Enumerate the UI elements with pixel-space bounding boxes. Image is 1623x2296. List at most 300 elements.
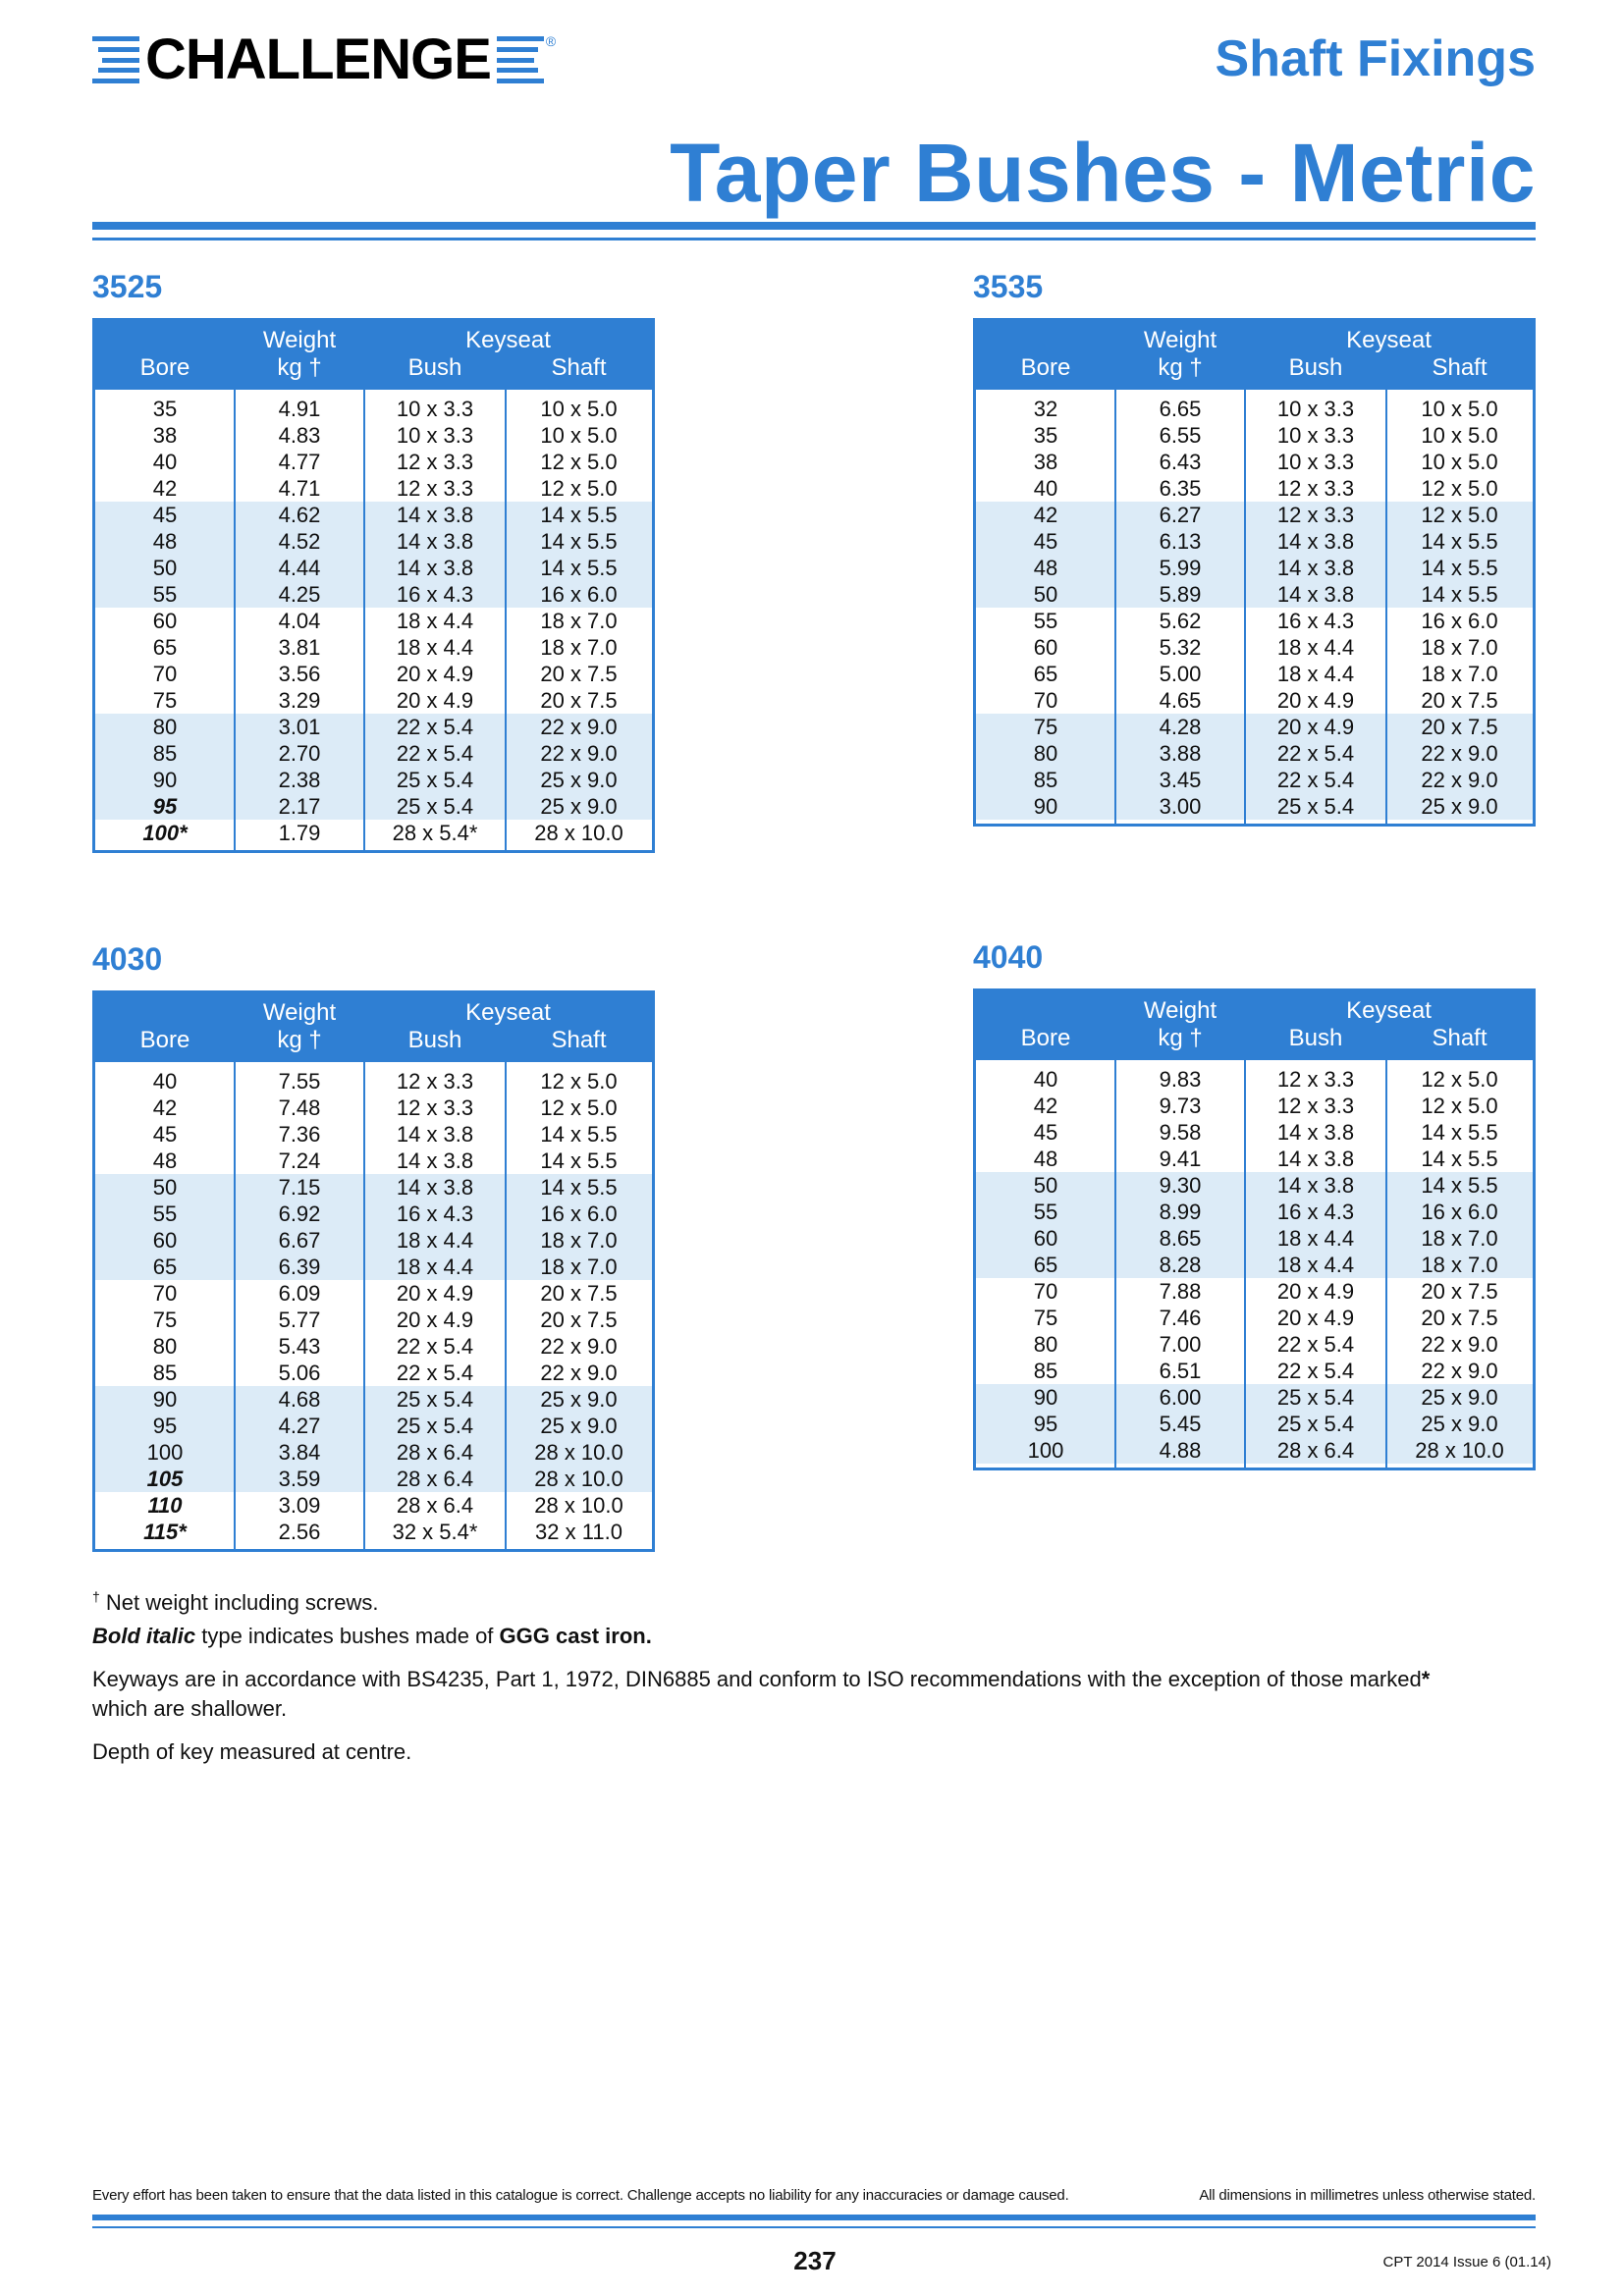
cell-bush: 16 x 4.3 — [396, 1201, 474, 1226]
cell-bore: 42 — [152, 1095, 178, 1120]
cell-bush: 22 x 5.4 — [1276, 1359, 1355, 1383]
cell-shaft: 16 x 6.0 — [1421, 609, 1498, 633]
header-bush: Bush — [1288, 1025, 1343, 1051]
table-row — [95, 1439, 652, 1466]
cell-shaft: 28 x 10.0 — [534, 1467, 623, 1491]
header-keyseat: Keyseat — [465, 327, 551, 353]
cell-bore: 80 — [1033, 1332, 1058, 1357]
cell-bush: 20 x 4.9 — [396, 1281, 474, 1306]
cell-weight: 5.00 — [1159, 662, 1202, 686]
cell-weight: 4.27 — [278, 1414, 321, 1438]
logo-stripes-left-icon — [92, 36, 139, 83]
cell-bush: 20 x 4.9 — [396, 662, 474, 686]
cell-shaft: 14 x 5.5 — [1421, 1120, 1498, 1145]
cell-bore: 38 — [1033, 450, 1058, 474]
cell-bore: 105 — [146, 1467, 184, 1491]
cell-bore: 115* — [143, 1520, 187, 1544]
cell-weight: 3.56 — [278, 662, 321, 686]
table-row — [976, 475, 1533, 502]
cell-bush: 20 x 4.9 — [1276, 1279, 1355, 1304]
table-row — [976, 661, 1533, 687]
header-weight: Weight — [1143, 327, 1217, 353]
cell-bore: 60 — [1033, 635, 1058, 660]
table-row — [95, 1413, 652, 1439]
cell-bush: 12 x 3.3 — [1276, 476, 1355, 501]
header-bush: Bush — [1288, 354, 1343, 381]
cell-bush: 32 x 5.4* — [392, 1520, 478, 1544]
cell-weight: 3.29 — [278, 688, 321, 713]
cell-shaft: 32 x 11.0 — [535, 1520, 622, 1544]
cell-shaft: 12 x 5.0 — [1421, 476, 1498, 501]
table-row — [976, 449, 1533, 475]
cell-weight: 4.44 — [278, 556, 321, 580]
table-heading: 3535 — [973, 269, 1044, 304]
table-row — [976, 1146, 1533, 1172]
cell-bush: 12 x 3.3 — [396, 476, 474, 501]
table-row — [95, 1201, 652, 1227]
cell-bore: 35 — [152, 397, 178, 421]
cell-bore: 65 — [152, 635, 178, 660]
cell-bush: 18 x 4.4 — [396, 1255, 474, 1279]
cell-shaft: 16 x 6.0 — [540, 582, 618, 607]
cell-bush: 18 x 4.4 — [1276, 635, 1355, 660]
cell-shaft: 28 x 10.0 — [1415, 1438, 1504, 1463]
cell-bush: 25 x 5.4 — [1276, 1412, 1355, 1436]
cell-bush: 28 x 6.4 — [396, 1493, 474, 1518]
cell-bush: 14 x 3.8 — [396, 556, 474, 580]
cell-bore: 95 — [1033, 1412, 1058, 1436]
cell-shaft: 14 x 5.5 — [540, 1122, 618, 1147]
cell-weight: 3.00 — [1159, 794, 1202, 819]
header-shaft: Shaft — [1432, 354, 1488, 381]
cell-bore: 70 — [1033, 1279, 1058, 1304]
cell-shaft: 12 x 5.0 — [540, 476, 618, 501]
table-row — [976, 1305, 1533, 1331]
footer-rule-thick — [92, 2215, 1536, 2220]
cell-bush: 14 x 3.8 — [396, 1175, 474, 1200]
cell-bush: 12 x 3.3 — [396, 1069, 474, 1094]
cell-bush: 25 x 5.4 — [396, 1387, 474, 1412]
header-kg: kg † — [1158, 354, 1203, 381]
cell-weight: 5.43 — [278, 1334, 321, 1359]
header-weight: Weight — [262, 999, 337, 1026]
cell-weight: 9.83 — [1159, 1067, 1202, 1092]
notes — [92, 1588, 1545, 1781]
column-divider — [363, 1062, 365, 1549]
cell-weight: 5.62 — [1159, 609, 1202, 633]
cell-bush: 14 x 3.8 — [396, 1148, 474, 1173]
table-row — [976, 1199, 1533, 1225]
table-row — [95, 1121, 652, 1148]
header-keyseat: Keyseat — [465, 999, 551, 1026]
cell-bush: 14 x 3.8 — [396, 1122, 474, 1147]
table-row — [976, 793, 1533, 820]
cell-shaft: 25 x 9.0 — [540, 1387, 618, 1412]
cell-bush: 14 x 3.8 — [1276, 582, 1355, 607]
cell-weight: 6.43 — [1159, 450, 1202, 474]
cell-weight: 6.39 — [278, 1255, 321, 1279]
cell-weight: 4.71 — [278, 476, 321, 501]
table-body — [95, 1062, 652, 1549]
table-row — [95, 581, 652, 608]
table-row — [95, 820, 652, 846]
cell-weight: 5.32 — [1159, 635, 1202, 660]
table-row — [976, 502, 1533, 528]
footer-rule-thin — [92, 2226, 1536, 2228]
cell-weight: 4.52 — [278, 529, 321, 554]
cell-shaft: 28 x 10.0 — [534, 1440, 623, 1465]
header-shaft: Shaft — [1432, 1025, 1488, 1051]
cell-bore: 100* — [142, 821, 188, 845]
cell-bush: 28 x 5.4* — [392, 821, 478, 845]
header-keyseat: Keyseat — [1346, 327, 1432, 353]
cell-shaft: 12 x 5.0 — [1421, 1067, 1498, 1092]
cell-bore: 42 — [1033, 503, 1058, 527]
cell-weight: 9.41 — [1159, 1147, 1202, 1171]
cell-weight: 6.35 — [1159, 476, 1202, 501]
cell-shaft: 25 x 9.0 — [1421, 1385, 1498, 1410]
cell-bore: 60 — [152, 609, 178, 633]
cell-weight: 4.65 — [1159, 688, 1202, 713]
cell-bore: 40 — [152, 1069, 178, 1094]
cell-shaft: 16 x 6.0 — [1421, 1200, 1498, 1224]
table-row — [976, 422, 1533, 449]
header-bush: Bush — [407, 354, 462, 381]
cell-weight: 6.67 — [278, 1228, 321, 1253]
cell-weight: 6.51 — [1159, 1359, 1202, 1383]
cell-weight: 5.06 — [278, 1361, 321, 1385]
table-block-3525 — [92, 267, 655, 853]
cell-bush: 18 x 4.4 — [1276, 662, 1355, 686]
cell-bore: 85 — [1033, 1359, 1058, 1383]
cell-bush: 12 x 3.3 — [1276, 1067, 1355, 1092]
cell-bore: 85 — [152, 1361, 178, 1385]
dagger-mark: † — [92, 1588, 100, 1605]
cell-shaft: 20 x 7.5 — [1421, 715, 1498, 739]
cell-bush: 18 x 4.4 — [396, 609, 474, 633]
cell-weight: 7.36 — [278, 1122, 321, 1147]
cell-shaft: 14 x 5.5 — [1421, 1173, 1498, 1198]
cell-bore: 35 — [1033, 423, 1058, 448]
cell-shaft: 28 x 10.0 — [534, 821, 623, 845]
cell-bush: 10 x 3.3 — [1276, 450, 1355, 474]
cell-bore: 85 — [152, 741, 178, 766]
cell-weight: 4.28 — [1159, 715, 1202, 739]
disclaimer-text: Every effort has been taken to ensure that the data listed in this catalogue is correct. Challenge accepts no liability for any inaccuracies or damage caused. — [92, 2187, 1069, 2204]
cell-bush: 20 x 4.9 — [396, 1308, 474, 1332]
cell-shaft: 12 x 5.0 — [1421, 503, 1498, 527]
note-keyways-star: * — [1421, 1667, 1431, 1691]
table-row — [95, 449, 652, 475]
cell-shaft: 25 x 9.0 — [540, 794, 618, 819]
cell-bore: 40 — [152, 450, 178, 474]
table-row — [976, 740, 1533, 767]
cell-weight: 3.45 — [1159, 768, 1202, 792]
cell-shaft: 18 x 7.0 — [540, 609, 618, 633]
cell-bush: 25 x 5.4 — [1276, 794, 1355, 819]
cell-shaft: 18 x 7.0 — [1421, 635, 1498, 660]
cell-bush: 14 x 3.8 — [396, 503, 474, 527]
note-depth: Depth of key measured at centre. — [92, 1739, 412, 1764]
cell-shaft: 10 x 5.0 — [1421, 450, 1498, 474]
table-heading: 4030 — [92, 941, 163, 977]
header-bore: Bore — [1020, 1025, 1071, 1051]
cell-bore: 90 — [1033, 1385, 1058, 1410]
page-title: Taper Bushes - Metric — [670, 127, 1536, 219]
cell-shaft: 14 x 5.5 — [1421, 529, 1498, 554]
table-row — [95, 396, 652, 422]
logo-stripes-right-icon — [497, 36, 544, 83]
cell-weight: 4.68 — [278, 1387, 321, 1412]
table-row — [95, 1386, 652, 1413]
table-row — [95, 1068, 652, 1095]
cell-shaft: 28 x 10.0 — [534, 1493, 623, 1518]
table-row — [976, 1411, 1533, 1437]
cell-bore: 32 — [1033, 397, 1058, 421]
cell-bush: 14 x 3.8 — [1276, 1147, 1355, 1171]
table-heading: 4040 — [973, 939, 1044, 975]
cell-weight: 8.65 — [1159, 1226, 1202, 1251]
cell-bush: 14 x 3.8 — [396, 529, 474, 554]
cell-bush: 14 x 3.8 — [1276, 1120, 1355, 1145]
cell-bush: 10 x 3.3 — [396, 423, 474, 448]
table-row — [976, 767, 1533, 793]
cell-shaft: 14 x 5.5 — [540, 1148, 618, 1173]
cell-weight: 6.92 — [278, 1201, 321, 1226]
cell-weight: 3.59 — [278, 1467, 321, 1491]
header-weight: Weight — [262, 327, 337, 353]
table-body — [976, 1060, 1533, 1468]
cell-bore: 50 — [1033, 582, 1058, 607]
cell-weight: 6.09 — [278, 1281, 321, 1306]
table-row — [976, 581, 1533, 608]
cell-shaft: 22 x 9.0 — [1421, 1359, 1498, 1383]
cell-weight: 5.89 — [1159, 582, 1202, 607]
logo-text: CHALLENGE — [145, 27, 491, 91]
cell-weight: 6.00 — [1159, 1385, 1202, 1410]
table-row — [976, 1093, 1533, 1119]
column-divider — [1385, 1060, 1387, 1468]
table-row — [95, 1466, 652, 1492]
cell-bore: 80 — [152, 715, 178, 739]
cell-bore: 75 — [152, 1308, 178, 1332]
cell-shaft: 22 x 9.0 — [540, 741, 618, 766]
cell-weight: 5.99 — [1159, 556, 1202, 580]
cell-bore: 90 — [1033, 794, 1058, 819]
cell-bush: 22 x 5.4 — [396, 1334, 474, 1359]
column-divider — [505, 390, 507, 850]
table-row — [95, 634, 652, 661]
cell-shaft: 14 x 5.5 — [1421, 582, 1498, 607]
table-row — [95, 528, 652, 555]
table-row — [95, 767, 652, 793]
cell-shaft: 10 x 5.0 — [540, 423, 618, 448]
cell-shaft: 10 x 5.0 — [1421, 397, 1498, 421]
cell-bore: 90 — [152, 768, 178, 792]
table-row — [976, 1437, 1533, 1464]
table-row — [95, 1227, 652, 1254]
cell-weight: 3.84 — [278, 1440, 321, 1465]
column-divider — [234, 1062, 236, 1549]
table-4030 — [92, 990, 655, 1552]
cell-shaft: 18 x 7.0 — [1421, 662, 1498, 686]
table-row — [976, 1358, 1533, 1384]
cell-shaft: 22 x 9.0 — [540, 1334, 618, 1359]
dimensions-text: All dimensions in millimetres unless otherwise stated. — [1199, 2187, 1536, 2204]
cell-shaft: 14 x 5.5 — [540, 1175, 618, 1200]
cell-bush: 18 x 4.4 — [396, 1228, 474, 1253]
cell-bore: 48 — [152, 1148, 178, 1173]
table-row — [976, 634, 1533, 661]
cell-weight: 7.55 — [278, 1069, 321, 1094]
cell-bush: 12 x 3.3 — [1276, 1094, 1355, 1118]
table-row — [976, 1252, 1533, 1278]
cell-shaft: 14 x 5.5 — [1421, 1147, 1498, 1171]
cell-bush: 28 x 6.4 — [396, 1467, 474, 1491]
cell-weight: 5.77 — [278, 1308, 321, 1332]
cell-bush: 12 x 3.3 — [396, 450, 474, 474]
table-4040 — [973, 988, 1536, 1470]
header-shaft: Shaft — [551, 1027, 607, 1053]
cell-shaft: 14 x 5.5 — [1421, 556, 1498, 580]
cell-bush: 18 x 4.4 — [1276, 1253, 1355, 1277]
cell-bore: 65 — [152, 1255, 178, 1279]
column-divider — [234, 390, 236, 850]
cell-bush: 20 x 4.9 — [1276, 1306, 1355, 1330]
cell-bush: 20 x 4.9 — [1276, 688, 1355, 713]
cell-weight: 3.09 — [278, 1493, 321, 1518]
column-divider — [1114, 1060, 1116, 1468]
cell-weight: 4.83 — [278, 423, 321, 448]
table-row — [95, 1333, 652, 1360]
cell-bush: 22 x 5.4 — [1276, 1332, 1355, 1357]
table-row — [976, 687, 1533, 714]
cell-weight: 7.15 — [278, 1175, 321, 1200]
table-row — [976, 1066, 1533, 1093]
cell-weight: 7.88 — [1159, 1279, 1202, 1304]
cell-weight: 7.24 — [278, 1148, 321, 1173]
cell-shaft: 20 x 7.5 — [1421, 1306, 1498, 1330]
cell-shaft: 10 x 5.0 — [540, 397, 618, 421]
cell-bore: 70 — [1033, 688, 1058, 713]
table-body — [95, 390, 652, 850]
cell-weight: 7.00 — [1159, 1332, 1202, 1357]
cell-bush: 25 x 5.4 — [396, 1414, 474, 1438]
table-row — [976, 1331, 1533, 1358]
cell-bore: 85 — [1033, 768, 1058, 792]
table-row — [95, 555, 652, 581]
cell-shaft: 18 x 7.0 — [540, 1228, 618, 1253]
table-block-3535 — [973, 267, 1536, 827]
cell-bore: 42 — [1033, 1094, 1058, 1118]
cell-bore: 65 — [1033, 1253, 1058, 1277]
cell-weight: 2.70 — [278, 741, 321, 766]
cell-shaft: 12 x 5.0 — [540, 450, 618, 474]
header-kg: kg † — [277, 1027, 322, 1053]
cell-bush: 25 x 5.4 — [396, 768, 474, 792]
cell-shaft: 14 x 5.5 — [540, 556, 618, 580]
cell-bush: 14 x 3.8 — [1276, 1173, 1355, 1198]
challenge-logo — [92, 29, 556, 90]
table-row — [976, 1225, 1533, 1252]
cell-bore: 70 — [152, 662, 178, 686]
note-bold-italic — [92, 1622, 1545, 1651]
cell-bush: 10 x 3.3 — [1276, 397, 1355, 421]
registered-mark: ® — [545, 33, 557, 49]
header-shaft: Shaft — [551, 354, 607, 381]
cell-bore: 75 — [1033, 1306, 1058, 1330]
cell-bore: 90 — [152, 1387, 178, 1412]
cell-shaft: 14 x 5.5 — [540, 529, 618, 554]
table-block-4040 — [973, 937, 1536, 1470]
note-keyways-tail: which are shallower. — [92, 1696, 288, 1721]
cell-shaft: 20 x 7.5 — [540, 662, 618, 686]
cell-bush: 16 x 4.3 — [1276, 609, 1355, 633]
cell-shaft: 18 x 7.0 — [1421, 1253, 1498, 1277]
cell-bush: 22 x 5.4 — [1276, 741, 1355, 766]
cell-bush: 16 x 4.3 — [396, 582, 474, 607]
cell-bush: 12 x 3.3 — [1276, 503, 1355, 527]
cell-bore: 55 — [152, 1201, 178, 1226]
cell-bush: 16 x 4.3 — [1276, 1200, 1355, 1224]
cell-weight: 9.30 — [1159, 1173, 1202, 1198]
cell-bore: 40 — [1033, 476, 1058, 501]
table-row — [976, 396, 1533, 422]
table-row — [95, 608, 652, 634]
cell-shaft: 18 x 7.0 — [540, 635, 618, 660]
cell-shaft: 12 x 5.0 — [1421, 1094, 1498, 1118]
footer-disclaimer — [92, 2187, 1536, 2204]
column-divider — [1385, 390, 1387, 824]
header-bore: Bore — [139, 1027, 190, 1053]
table-row — [95, 661, 652, 687]
cell-weight: 2.38 — [278, 768, 321, 792]
table-row — [95, 1307, 652, 1333]
section-title: Shaft Fixings — [1215, 30, 1536, 87]
cell-weight: 7.48 — [278, 1095, 321, 1120]
cell-bore: 45 — [1033, 1120, 1058, 1145]
cell-weight: 6.13 — [1159, 529, 1202, 554]
cell-bush: 25 x 5.4 — [396, 794, 474, 819]
header-kg: kg † — [1158, 1025, 1203, 1051]
cell-bore: 40 — [1033, 1067, 1058, 1092]
cell-bore: 55 — [152, 582, 178, 607]
column-divider — [1244, 1060, 1246, 1468]
header-rule-thin — [92, 238, 1536, 240]
cell-shaft: 20 x 7.5 — [540, 1281, 618, 1306]
cell-shaft: 22 x 9.0 — [540, 715, 618, 739]
cell-bush: 14 x 3.8 — [1276, 556, 1355, 580]
cell-shaft: 12 x 5.0 — [540, 1069, 618, 1094]
table-row — [976, 528, 1533, 555]
cell-bore: 75 — [1033, 715, 1058, 739]
cell-weight: 8.28 — [1159, 1253, 1202, 1277]
note-bold-italic-mid: type indicates bushes made of — [195, 1624, 500, 1648]
table-row — [976, 714, 1533, 740]
issue-label: CPT 2014 Issue 6 (01.14) — [1382, 2254, 1551, 2270]
cell-bore: 38 — [152, 423, 178, 448]
cell-bush: 18 x 4.4 — [1276, 1226, 1355, 1251]
cell-weight: 3.01 — [278, 715, 321, 739]
cell-weight: 4.62 — [278, 503, 321, 527]
note-net-weight — [92, 1588, 1545, 1618]
cell-bore: 48 — [152, 529, 178, 554]
cell-bore: 48 — [1033, 556, 1058, 580]
cell-bore: 65 — [1033, 662, 1058, 686]
cell-bore: 50 — [152, 556, 178, 580]
cell-weight: 4.04 — [278, 609, 321, 633]
table-row — [95, 422, 652, 449]
